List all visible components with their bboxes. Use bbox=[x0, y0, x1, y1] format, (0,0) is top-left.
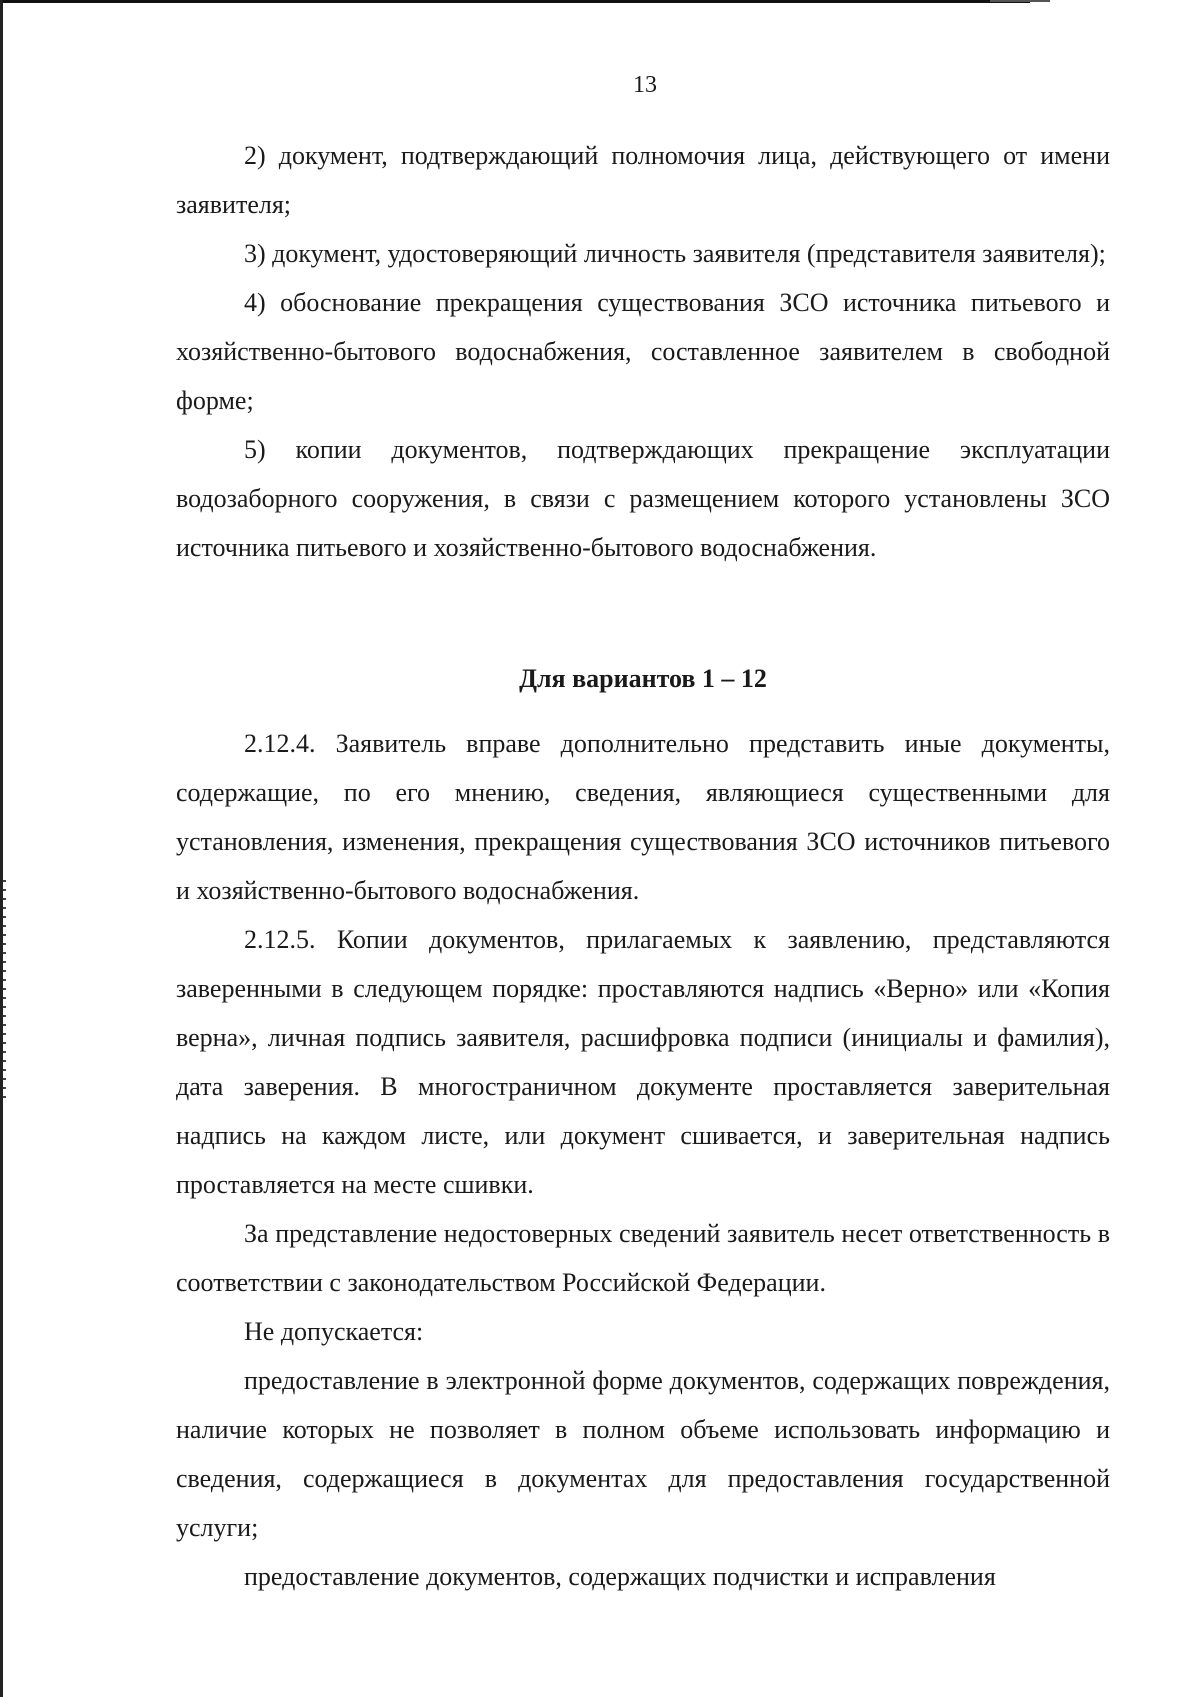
document-body bbox=[176, 719, 1110, 1601]
scan-binding-marks bbox=[3, 880, 6, 1100]
paragraph: предоставление в электронной форме документов, содержащих повреждения, наличие которых не позволяет в полном объеме использовать информацию и сведения, содержащиеся в документах для предоставления государственной услуги; bbox=[176, 1366, 1110, 1542]
list-item: 2) документ, подтверждающий полномочия лица, действующего от имени заявителя; bbox=[176, 141, 1110, 219]
paragraph: За представление недостоверных сведений заявитель несет ответственность в соответствии с законодательством Российской Федерации. bbox=[176, 1219, 1110, 1297]
paragraph: предоставление документов, содержащих подчистки и исправления bbox=[244, 1562, 996, 1591]
paragraph: Не допускается: bbox=[244, 1317, 424, 1346]
list-item: 3) документ, удостоверяющий личность заявителя (представителя заявителя); bbox=[244, 239, 1106, 268]
scan-border-left bbox=[0, 0, 3, 1697]
list-item: 5) копии документов, подтверждающих прекращение эксплуатации водозаборного сооружения, в связи с размещением которого установлены ЗСО источника питьевого и хозяйственно-бытового водоснабжения. bbox=[176, 435, 1110, 562]
document-list-items bbox=[176, 131, 1110, 572]
section-heading: Для вариантов 1 – 12 bbox=[519, 664, 767, 693]
list-item: 4) обоснование прекращения существования ЗСО источника питьевого и хозяйственно-бытового водоснабжения, составленное заявителем в свободной форме; bbox=[176, 288, 1110, 415]
scan-border-top-right bbox=[990, 0, 1050, 2]
paragraph: 2.12.5. Копии документов, прилагаемых к заявлению, представляются заверенными в следующем порядке: проставляются надпись «Верно» или «Копия верна», личная подпись заявителя, расшифровка подписи (инициалы и фамилия), дата заверения. В многостраничном документе проставляется заверительная надпись на каждом листе, или документ сшивается, и заверительная надпись проставляется на месте сшивки. bbox=[176, 925, 1110, 1199]
scan-border-top bbox=[0, 0, 1030, 3]
page-number: 13 bbox=[633, 72, 657, 98]
paragraph: 2.12.4. Заявитель вправе дополнительно представить иные документы, содержащие, по его мнению, сведения, являющиеся существенными для установления, изменения, прекращения существования ЗСО источников питьевого и хозяйственно-бытового водоснабжения. bbox=[176, 729, 1110, 905]
